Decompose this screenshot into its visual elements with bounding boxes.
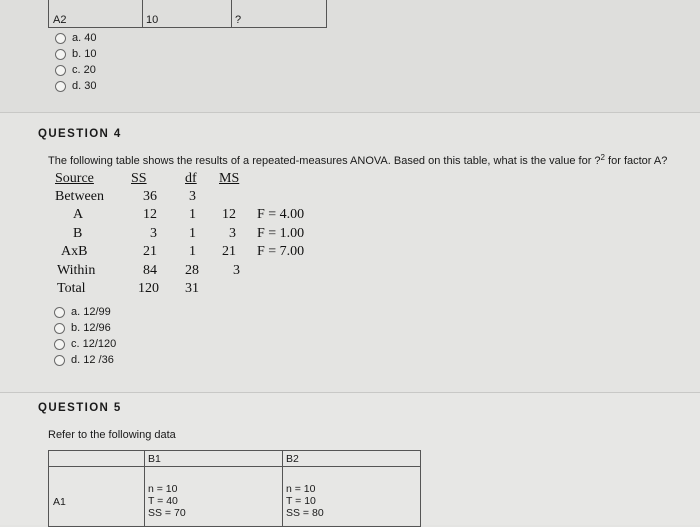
row-f: F = 7.00 bbox=[257, 244, 305, 259]
question-text-part1: The following table shows the results of a repeated-measures ANOVA. Based on this table, what is the value for ? bbox=[48, 155, 601, 167]
row-df: 1 bbox=[189, 207, 196, 222]
option-label: a. 12/99 bbox=[71, 306, 111, 318]
row-label-a2: A2 bbox=[53, 14, 67, 26]
option-label: c. 12/120 bbox=[71, 338, 117, 350]
row-ms: 3 bbox=[229, 226, 236, 241]
row-source: B bbox=[73, 226, 83, 241]
question-divider bbox=[0, 112, 700, 113]
row-ms: 21 bbox=[222, 244, 236, 259]
option-c[interactable] bbox=[54, 338, 116, 350]
row-source: AxB bbox=[61, 244, 88, 259]
row-df: 3 bbox=[189, 189, 196, 204]
row-f: F = 1.00 bbox=[257, 226, 305, 241]
col-header-b2: B2 bbox=[286, 453, 299, 465]
row-label-a1: A1 bbox=[53, 496, 66, 508]
cell-t: T = 10 bbox=[286, 495, 316, 507]
header-source: Source bbox=[55, 171, 94, 186]
cell-ss: SS = 80 bbox=[286, 507, 324, 519]
row-ss: 120 bbox=[138, 281, 159, 296]
header-ss: SS bbox=[131, 171, 147, 186]
row-df: 1 bbox=[189, 244, 196, 259]
option-a[interactable] bbox=[54, 306, 111, 318]
row-df: 31 bbox=[185, 281, 199, 296]
option-label: b. 12/96 bbox=[71, 322, 111, 334]
option-d[interactable] bbox=[54, 354, 114, 366]
cell-n: n = 10 bbox=[286, 483, 316, 495]
question-4-text bbox=[48, 155, 667, 167]
row-ss: 36 bbox=[143, 189, 157, 204]
row-df: 1 bbox=[189, 226, 196, 241]
question-divider bbox=[0, 392, 700, 393]
prev-option-a[interactable] bbox=[55, 32, 96, 44]
option-b[interactable] bbox=[54, 322, 111, 334]
radio-button[interactable] bbox=[54, 339, 65, 350]
row-source: Between bbox=[55, 189, 104, 204]
radio-button[interactable] bbox=[55, 81, 66, 92]
prev-option-c[interactable] bbox=[55, 64, 96, 76]
row-f: F = 4.00 bbox=[257, 207, 305, 222]
row-ms: 3 bbox=[233, 263, 240, 278]
previous-data-table bbox=[48, 0, 327, 28]
row-value: 10 bbox=[146, 14, 159, 26]
radio-button[interactable] bbox=[55, 33, 66, 44]
row-source: A bbox=[73, 207, 84, 222]
row-ss: 21 bbox=[143, 244, 157, 259]
option-label: d. 12 /36 bbox=[71, 354, 114, 366]
question-5-title: QUESTION 5 bbox=[38, 402, 122, 414]
radio-button[interactable] bbox=[55, 49, 66, 60]
superscript: 2 bbox=[600, 153, 605, 162]
radio-button[interactable] bbox=[54, 355, 65, 366]
row-source: Within bbox=[57, 263, 96, 278]
row-ss: 84 bbox=[143, 263, 157, 278]
radio-button[interactable] bbox=[55, 65, 66, 76]
option-label: b. 10 bbox=[72, 48, 97, 60]
header-df: df bbox=[185, 171, 197, 186]
row-ss: 3 bbox=[150, 226, 157, 241]
option-label: c. 20 bbox=[72, 64, 96, 76]
cell-n: n = 10 bbox=[148, 483, 178, 495]
row-source: Total bbox=[57, 281, 86, 296]
question-text-part2: for factor A? bbox=[605, 155, 668, 167]
prev-option-b[interactable] bbox=[55, 48, 96, 60]
cell-t: T = 40 bbox=[148, 495, 178, 507]
radio-button[interactable] bbox=[54, 323, 65, 334]
unknown-value: ? bbox=[235, 14, 242, 26]
question-5-text: Refer to the following data bbox=[48, 429, 176, 441]
row-ss: 12 bbox=[143, 207, 157, 222]
radio-button[interactable] bbox=[54, 307, 65, 318]
question-4-title: QUESTION 4 bbox=[38, 128, 122, 140]
row-ms: 12 bbox=[222, 207, 236, 222]
data-table bbox=[48, 450, 421, 527]
option-label: a. 40 bbox=[72, 32, 97, 44]
option-label: d. 30 bbox=[72, 80, 97, 92]
col-header-b1: B1 bbox=[148, 453, 161, 465]
prev-option-d[interactable] bbox=[55, 80, 96, 92]
row-df: 28 bbox=[185, 263, 199, 278]
header-ms: MS bbox=[219, 171, 240, 186]
cell-ss: SS = 70 bbox=[148, 507, 186, 519]
